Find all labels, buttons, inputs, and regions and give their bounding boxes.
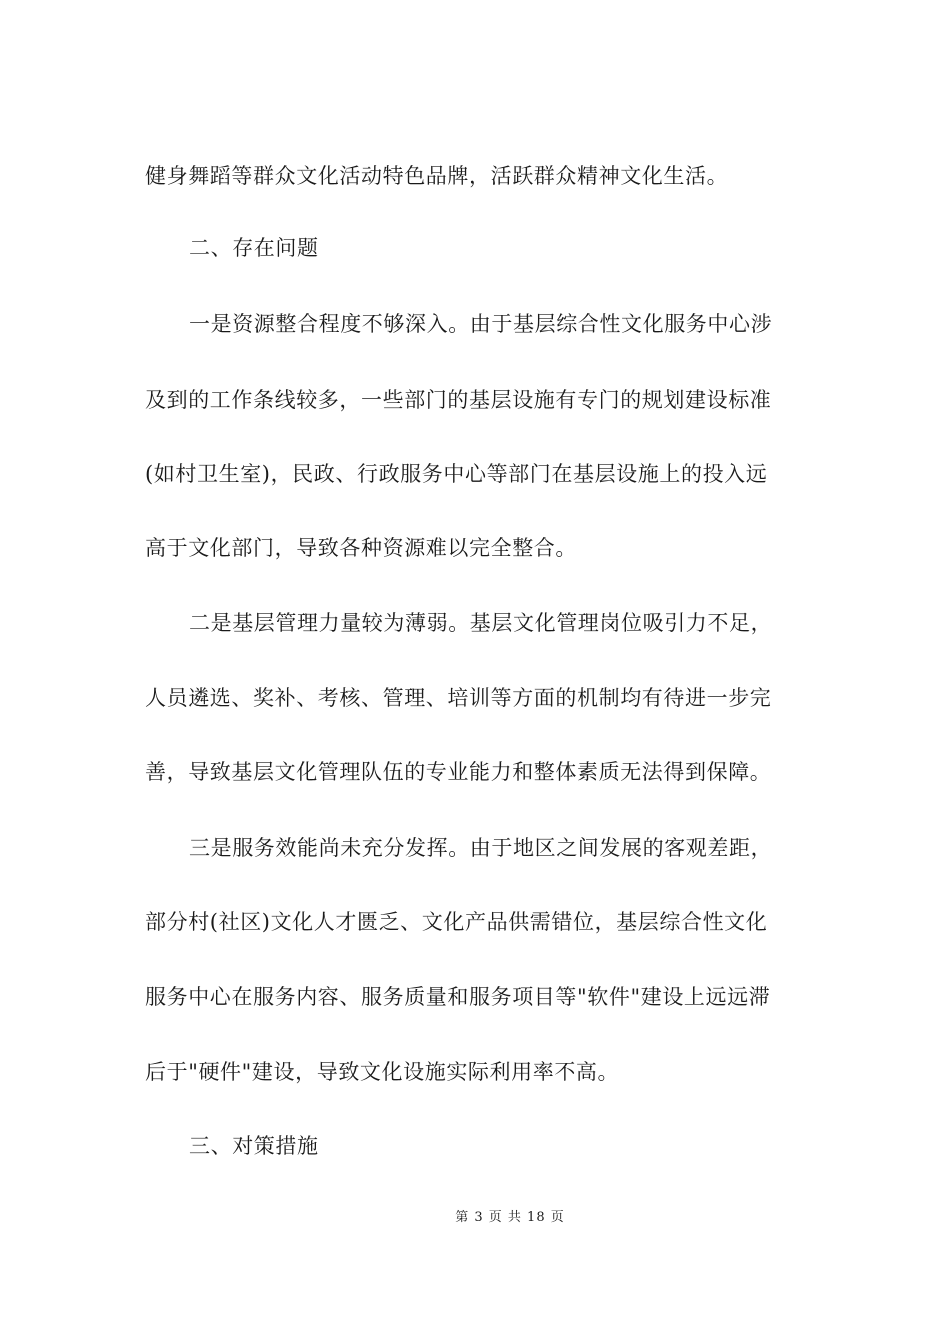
body-line: 高于文化部门，导致各种资源难以完全整合。 — [145, 536, 577, 560]
body-line: 服务中心在服务内容、服务质量和服务项目等"软件"建设上远远滞 — [145, 985, 771, 1009]
body-line: 及到的工作条线较多，一些部门的基层设施有专门的规划建设标准 — [145, 388, 772, 412]
body-line: 三是服务效能尚未充分发挥。由于地区之间发展的客观差距， — [189, 836, 773, 860]
body-line: 部分村(社区)文化人才匮乏、文化产品供需错位，基层综合性文化 — [145, 910, 768, 934]
body-line: (如村卫生室)，民政、行政服务中心等部门在基层设施上的投入远 — [145, 462, 768, 486]
section-heading: 二、存在问题 — [189, 236, 319, 260]
body-line: 一是资源整合程度不够深入。由于基层综合性文化服务中心涉 — [189, 312, 773, 336]
section-heading: 三、对策措施 — [189, 1134, 319, 1158]
page-number-footer: 第 3 页 共 18 页 — [455, 1210, 565, 1225]
body-line: 二是基层管理力量较为薄弱。基层文化管理岗位吸引力不足， — [189, 611, 773, 635]
body-line: 善，导致基层文化管理队伍的专业能力和整体素质无法得到保障。 — [145, 760, 772, 784]
body-line: 健身舞蹈等群众文化活动特色品牌，活跃群众精神文化生活。 — [145, 164, 729, 188]
body-line: 后于"硬件"建设，导致文化设施实际利用率不高。 — [145, 1060, 620, 1084]
body-line: 人员遴选、奖补、考核、管理、培训等方面的机制均有待进一步完 — [145, 686, 772, 710]
